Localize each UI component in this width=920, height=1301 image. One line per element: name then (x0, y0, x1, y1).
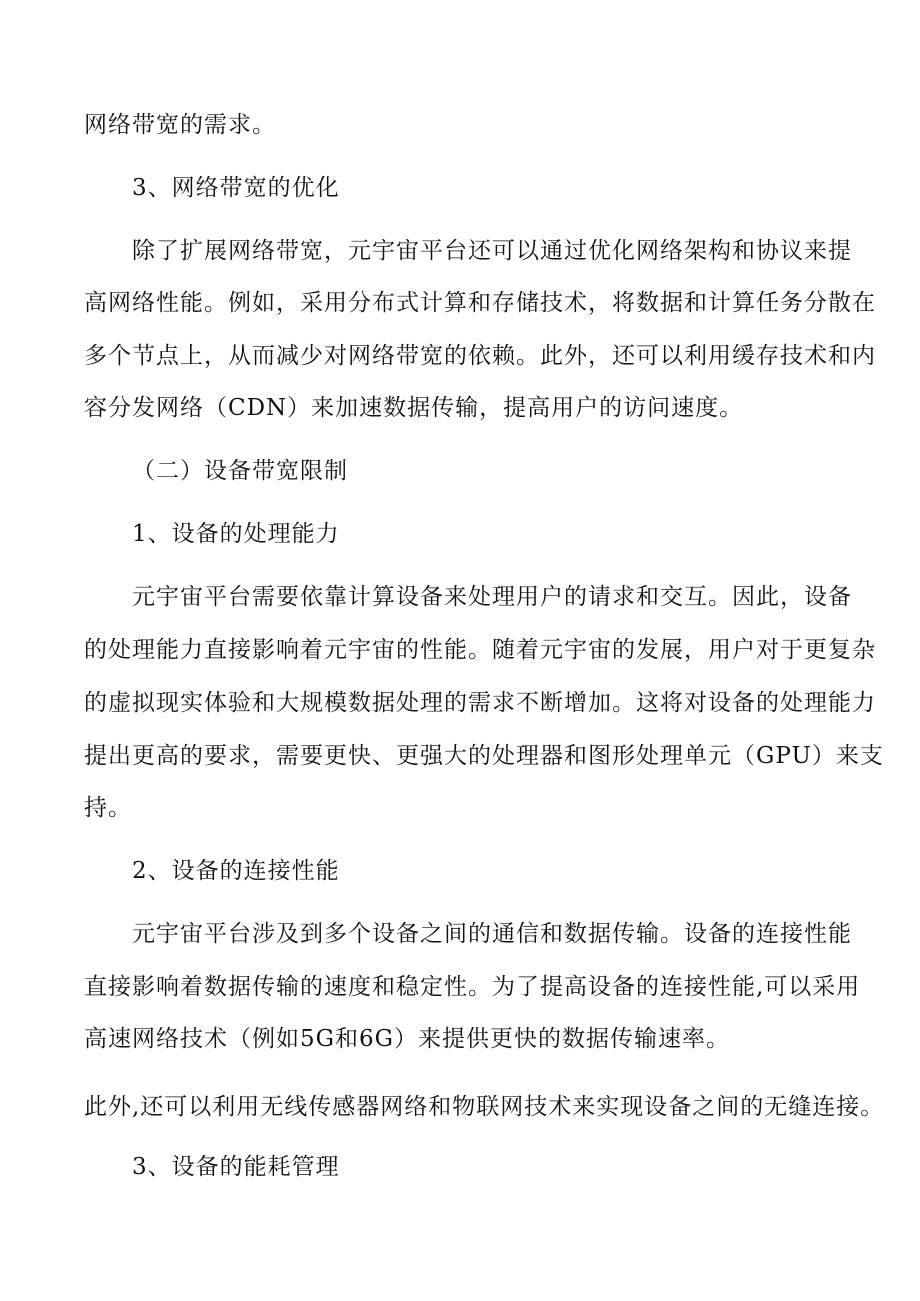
paragraph-line: 的虚拟现实体验和大规模数据处理的需求不断增加。这将对设备的处理能力 (84, 690, 876, 716)
paragraph-line: 容分发网络（CDN）来加速数据传输，提高用户的访问速度。 (84, 395, 744, 421)
paragraph-line: 除了扩展网络带宽，元宇宙平台还可以通过优化网络架构和协议来提 (132, 238, 852, 264)
paragraph-line: 元宇宙平台涉及到多个设备之间的通信和数据传输。设备的连接性能 (132, 921, 852, 947)
section-heading: 3、网络带宽的优化 (132, 175, 340, 201)
paragraph-line: 提出更高的要求，需要更快、更强大的处理器和图形处理单元（GPU）来支 (84, 743, 884, 769)
paragraph-line: 高速网络技术（例如5G和6G）来提供更快的数据传输速率。 (84, 1026, 731, 1052)
paragraph-line: 元宇宙平台需要依靠计算设备来处理用户的请求和交互。因此，设备 (132, 584, 852, 610)
section-heading: 1、设备的处理能力 (132, 521, 340, 547)
section-heading: 2、设备的连接性能 (132, 858, 340, 884)
paragraph-line: 此外,还可以利用无线传感器网络和物联网技术来实现设备之间的无缝连接。 (84, 1094, 885, 1120)
paragraph-line: 多个节点上，从而减少对网络带宽的依赖。此外，还可以利用缓存技术和内 (84, 343, 876, 369)
paragraph-line: 网络带宽的需求。 (84, 112, 276, 138)
paragraph-line: 直接影响着数据传输的速度和稳定性。为了提高设备的连接性能,可以采用 (84, 974, 861, 1000)
paragraph-line: 高网络性能。例如，采用分布式计算和存储技术，将数据和计算任务分散在 (84, 290, 876, 316)
paragraph-line: 的处理能力直接影响着元宇宙的性能。随着元宇宙的发展，用户对于更复杂 (84, 637, 876, 663)
chapter-heading: （二）设备带宽限制 (132, 458, 348, 484)
paragraph-line: 持。 (84, 795, 132, 821)
section-heading: 3、设备的能耗管理 (132, 1154, 340, 1180)
